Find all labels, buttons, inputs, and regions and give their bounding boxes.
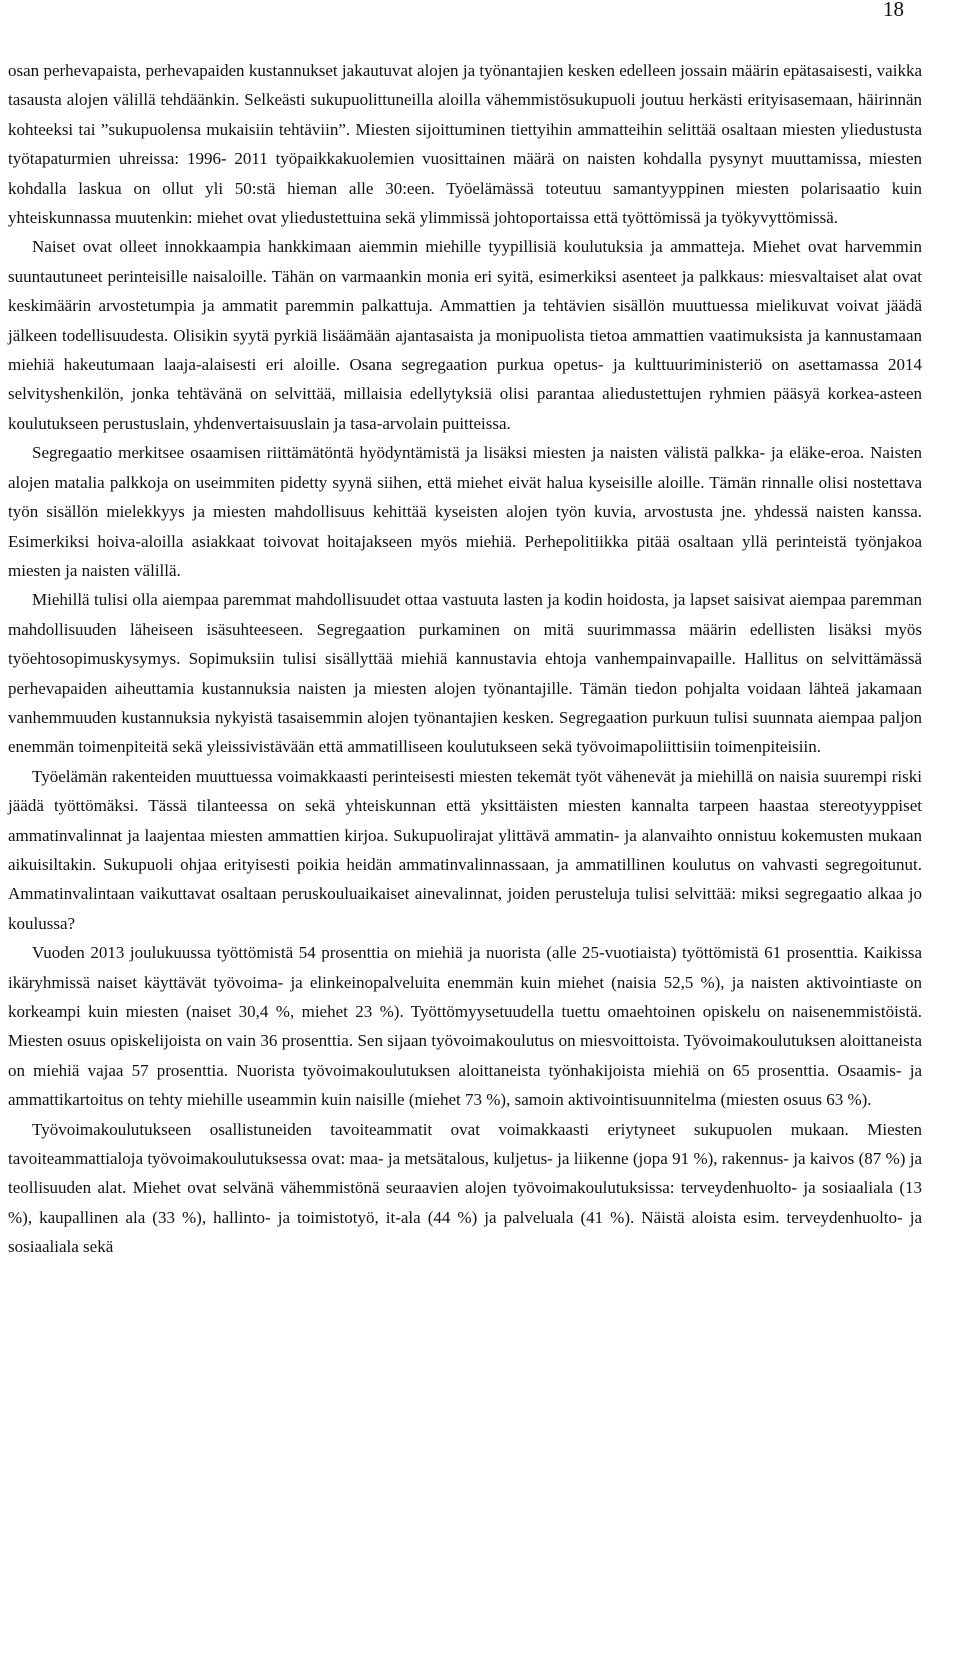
paragraph-3: Segregaatio merkitsee osaamisen riittämätöntä hyödyntämistä ja lisäksi miesten ja naisten välistä palkka- ja eläke-eroa. Naisten alojen matalia palkkoja on useimmiten pidetty syynä siihen, että miehet eivät halua kyseisille aloille. Tämän rinnalle olisi nostettava työn sisällön mielekkyys ja miesten mahdollisuus kehittää kyseisten alojen työn kuvia, arvostusta jne. yhdessä naisten kanssa. Esimerkiksi hoiva-aloilla asiakkaat toivovat hoitajakseen myös miehiä. Perhepolitiikka pitää osaltaan yllä perinteistä työnjakoa miesten ja naisten välillä.: [8, 443, 922, 580]
paragraph-2: Naiset ovat olleet innokkaampia hankkimaan aiemmin miehille tyypillisiä koulutuksia ja ammatteja. Miehet ovat harvemmin suuntautuneet perinteisille naisaloille. Tähän on varmaankin monia eri syitä, esimerkiksi asenteet ja palkkaus: miesvaltaiset alat ovat keskimäärin arvostetumpia ja ammatit paremmin palkattuja. Ammattien ja tehtävien sisällön muuttuessa mielikuvat voivat jäädä jälkeen todellisuudesta. Olisikin syytä pyrkiä lisäämään ajantasaista ja monipuolista tietoa ammattien vaatimuksista ja kannustamaan miehiä hakeutumaan laaja-alaisesti eri aloille. Osana segregaation purkua opetus- ja kulttuuriministeriö on asettamassa 2014 selvityshenkilön, jonka tehtävänä on selvittää, millaisia edellytyksiä olisi parantaa aliedustettujen ryhmien pääsyä korkea-asteen koulutukseen perustuslain, yhdenvertaisuuslain ja tasa-arvolain puitteissa.: [8, 237, 922, 433]
paragraph-4: Miehillä tulisi olla aiempaa paremmat mahdollisuudet ottaa vastuuta lasten ja kodin hoidosta, ja lapset saisivat aiempaa paremman mahdollisuuden läheiseen isäsuhteeseen. Segregaation purkaminen on mitä suurimmassa määrin edellisten lisäksi myös työehtosopimuskysymys. Sopimuksiin tulisi sisällyttää miehiä kannustavia ehtoja vanhempainvapaille. Hallitus on selvittämässä perhevapaiden aiheuttamia kustannuksia naisten ja miesten alojen työnantajille. Tämän tiedon pohjalta voidaan lähteä jakamaan vanhemmuuden kustannuksia nykyistä tasaisemmin alojen työnantajien kesken. Segregaation purkuun tulisi suunnata aiempaa paljon enemmän toimenpiteitä sekä yleissivistävään että ammatilliseen koulutukseen sekä työvoimapoliittisiin toimenpiteisiin.: [8, 590, 922, 757]
paragraph-7: Työvoimakoulutukseen osallistuneiden tavoiteammatit ovat voimakkaasti eriytyneet sukupuolen mukaan. Miesten tavoiteammattialoja työvoimakoulutuksessa ovat: maa- ja metsätalous, kuljetus- ja liikenne (jopa 91 %), rakennus- ja kaivos (87 %) ja teollisuuden alat. Miehet ovat selvänä vähemmistönä seuraavien alojen työvoimakoulutuksissa: terveydenhuolto- ja sosiaaliala (13 %), kaupallinen ala (33 %), hallinto- ja toimistotyö, it-ala (44 %) ja palveluala (41 %). Näistä aloista esim. terveydenhuolto- ja sosiaaliala sekä: [8, 1119, 922, 1257]
document-body: [8, 56, 922, 1262]
paragraph-5: Työelämän rakenteiden muuttuessa voimakkaasti perinteisesti miesten tekemät työt vähenevät ja miehillä on naisia suurempi riski jäädä työttömäksi. Tässä tilanteessa on sekä yhteiskunnan että yksittäisten miesten kannalta tarpeen haastaa stereotyyppiset ammatinvalinnat ja laajentaa miesten ammattien kirjoa. Sukupuolirajat ylittävä ammatin- ja alanvaihto onnistuu kokemusten mukaan aikuisiltakin. Sukupuoli ohjaa erityisesti poikia heidän ammatinvalinnassaan, ja ammatillinen koulutus on vahvasti segregoitunut. Ammatinvalintaan vaikuttavat osaltaan peruskouluaikaiset ainevalinnat, joiden perusteluja tulisi selvittää: miksi segregaatio alkaa jo koulussa?: [8, 766, 922, 933]
paragraph-6: Vuoden 2013 joulukuussa työttömistä 54 prosenttia on miehiä ja nuorista (alle 25-vuotiaista) työttömistä 61 prosenttia. Kaikissa ikäryhmissä naiset käyttävät työvoima- ja elinkeinopalveluita enemmän kuin miehet (naisia 52,5 %), ja naisten aktivointiaste on korkeampi kuin miesten (naiset 30,4 %, miehet 23 %). Työttömyysetuudella tuettu omaehtoinen opiskelu on naisenemmistöistä. Miesten osuus opiskelijoista on vain 36 prosenttia. Sen sijaan työvoimakoulutus on miesvoittoista. Työvoimakoulutuksen aloittaneista on miehiä vajaa 57 prosenttia. Nuorista työvoimakoulutuksen aloittaneista työnhakijoista miehiä on 65 prosenttia. Osaamis- ja ammattikartoitus on tehty miehille useammin kuin naisille (miehet 73 %), samoin aktivointisuunnitelma (miesten osuus 63 %).: [8, 943, 922, 1110]
page-number: 18: [883, 0, 904, 21]
paragraph-1: osan perhevapaista, perhevapaiden kustannukset jakautuvat alojen ja työnantajien kesken edelleen jossain määrin epätasaisesti, vaikka tasausta alojen välillä tehdäänkin. Selkeästi sukupuolittuneilla aloilla vähemmistösukupuoli joutuu herkästi erityisasemaan, häirinnän kohteeksi tai ”sukupuolensa mukaisiin tehtäviin”. Miesten sijoittuminen tiettyihin ammatteihin selittää osaltaan miesten yliedustusta työtapaturmien uhreissa: 1996- 2011 työpaikkakuolemien vuosittainen määrä on naisten kohdalla pysynyt muuttamissa, miesten kohdalla laskua on ollut yli 50:stä hieman alle 30:een. Työelämässä toteutuu samantyyppinen miesten polarisaatio kuin yhteiskunnassa muutenkin: miehet ovat yliedustettuina sekä ylimmissä johtoportaissa että työttömissä ja työkyvyttömissä.: [8, 61, 922, 228]
